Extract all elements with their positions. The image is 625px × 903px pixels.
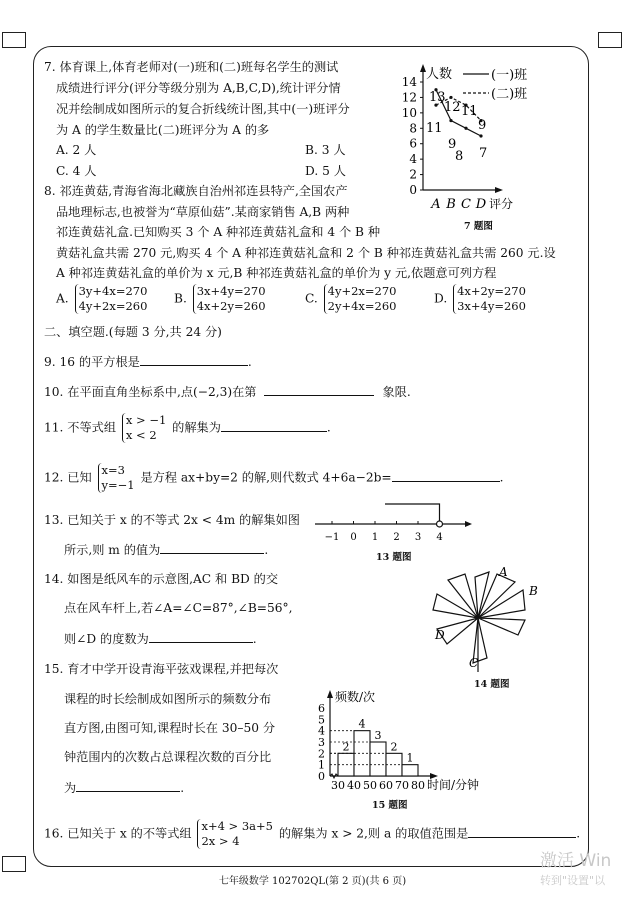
q12-text: 12. 已知: [44, 470, 92, 485]
q15-x-tick-label: 80: [411, 779, 425, 792]
q15-line-2: 课程的时长绘制成如图所示的频数分布: [64, 692, 272, 706]
q15-y-tick-label: 3: [318, 736, 325, 749]
q15-x-tick-label: 60: [379, 779, 393, 792]
q13-answer-blank[interactable]: [160, 540, 264, 554]
q7-x-tick-label: B: [446, 197, 456, 212]
q8-line-2: 品地理标志,也被誉为“草原仙菇”.某商家销售 A,B 两种: [56, 205, 350, 219]
q7-series-2-point: [449, 96, 452, 99]
q15-bar: [402, 765, 418, 776]
q8-option-c-eq2: 2y+4x=260: [327, 299, 397, 313]
q15-bar-data-label: 2: [390, 740, 398, 754]
q7-option-c: C. 4 人: [56, 164, 97, 178]
q8-line-4: 黄菇礼盒共需 270 元,购买 4 个 A 种祁连黄菇礼盒和 2 个 B 种祁连黄菇礼盒共需 260 元.设: [56, 246, 556, 260]
q10-suffix: 象限.: [382, 385, 411, 399]
q15-y-axis-arrow: [327, 690, 333, 698]
q7-y-tick-label: 10: [401, 105, 417, 120]
q7-legend-label-2: (二)班: [491, 87, 528, 102]
q15-x-tick-label: 40: [347, 779, 361, 792]
q15-period: .: [180, 781, 185, 795]
q13-tick-label: 3: [414, 532, 422, 543]
q13-text: 所示,则 m 的值为: [64, 543, 161, 557]
windmill-blade-top-left: [448, 574, 478, 618]
q13-tick-label: 0: [350, 532, 357, 543]
q10-answer-blank[interactable]: [264, 382, 374, 396]
q7-y-tick-label: 14: [401, 75, 417, 89]
q15-bar-data-label: 3: [374, 729, 382, 742]
q15-figure-caption: 15 题图: [372, 800, 408, 811]
q8-option-b-eq1: 3x+4y=270: [196, 284, 266, 298]
q16-text: 16. 已知关于 x 的不等式组: [44, 826, 192, 841]
q8-option-c: [305, 284, 398, 314]
q16-eq2: 2x > 4: [201, 834, 240, 848]
q14-windmill-figure: [425, 560, 555, 675]
q15-bar: [370, 742, 386, 776]
scan-corner-mark-left: [2, 32, 26, 48]
q15-y-tick-label: 1: [318, 758, 325, 772]
q15-x-axis-label: 时间/分钟: [427, 778, 480, 792]
q9-text: 9. 16 的平方根是: [44, 355, 140, 369]
q14-figure-caption: 14 题图: [474, 679, 510, 690]
q15-line-5: [64, 778, 184, 797]
q11-answer-blank[interactable]: [221, 418, 327, 432]
q16-eq1: x+4 > 3a+5: [201, 819, 273, 833]
q14-line-1: 14. 如图是纸风车的示意图,AC 和 BD 的交: [44, 572, 279, 586]
q7-series-1-point: [449, 119, 452, 122]
question-11: [44, 413, 331, 443]
q13-tick-label: −1: [324, 532, 340, 543]
q8-option-a-system: [75, 284, 148, 314]
q7-figure-caption: 7 题图: [464, 221, 493, 232]
q15-text: 为: [64, 781, 77, 795]
q7-x-axis-label: 评分: [489, 197, 514, 211]
windmill-blade-right: [478, 590, 525, 618]
q15-x-tick-label: 70: [395, 779, 409, 792]
q15-answer-blank[interactable]: [76, 778, 180, 792]
q11-eq1: x > −1: [125, 413, 167, 427]
q7-series-1-data-label: 8: [455, 149, 464, 164]
q12-suffix: 是方程 ax+by=2 的解,则代数式 4+6a−2b=: [140, 470, 392, 485]
q13-open-endpoint: [437, 521, 443, 527]
q8-option-d: [434, 284, 528, 314]
scan-corner-mark-right: [598, 32, 622, 48]
q13-figure-caption: 13 题图: [376, 552, 412, 563]
q7-x-tick-label: A: [431, 197, 441, 212]
windmill-blade-left: [433, 594, 478, 618]
q8-line-5: A 种祁连黄菇礼盒的单价为 x 元,B 种祁连黄菇礼盒的单价为 y 元,依题意可列方程: [56, 266, 497, 280]
q7-line-2: 成绩进行评分(评分等级分别为 A,B,C,D),统计评分情: [56, 81, 341, 95]
q7-series-2-data-label: 11: [461, 104, 478, 119]
q13-number-line: [310, 496, 475, 546]
q8-line-3: 祁连黄菇礼盒.已知购买 3 个 A 种祁连黄菇礼盒和 4 个 B 种: [56, 225, 381, 239]
q7-line-3: 况并绘制成如图所示的复合折线统计图,其中(一)班评分: [56, 102, 350, 116]
q11-text: 11. 不等式组: [44, 420, 117, 435]
q7-series-2-data-label: 12: [444, 100, 461, 115]
q13-tick-label: 2: [393, 532, 400, 543]
windmill-label-b: B: [529, 584, 538, 598]
q8-option-d-system: [453, 284, 526, 314]
q14-text: 则∠D 的度数为: [64, 632, 149, 646]
q7-series-2-data-label: 11: [426, 121, 443, 136]
scan-corner-mark-bottom-left: [2, 856, 26, 872]
q8-option-a: [56, 284, 149, 314]
activation-watermark-line-2: 转到"设置"以: [540, 874, 606, 887]
q8-option-c-label: C.: [305, 291, 318, 306]
q14-line-2: 点在风车杆上,若∠A=∠C=87°,∠B=56°,: [64, 601, 293, 615]
q13-tick-label: 4: [436, 532, 443, 543]
q15-bar-data-label: 2: [342, 740, 350, 754]
q7-x-tick-label: C: [461, 197, 471, 212]
q8-option-a-label: A.: [56, 291, 69, 306]
windmill-blade-lower-right: [478, 618, 525, 635]
q13-line-2: [64, 540, 268, 559]
windmill-label-a: A: [499, 565, 508, 579]
q15-bar-data-label: 1: [406, 751, 414, 765]
q7-line-chart: [393, 60, 583, 215]
q8-option-d-eq1: 4x+2y=270: [457, 284, 526, 298]
question-9: [44, 352, 252, 371]
q11-period: .: [326, 420, 331, 435]
q8-line-1: 8. 祁连黄菇,青海省海北藏族自治州祁连县特产,全国农产: [44, 184, 348, 198]
q13-period: .: [264, 543, 269, 557]
q8-option-c-system: [324, 284, 397, 314]
q7-option-b: B. 3 人: [305, 143, 346, 157]
q15-line-4: 钟范围内的次数占总课程次数的百分比: [64, 750, 272, 764]
q13-axis-arrow: [465, 521, 472, 527]
q8-option-d-eq2: 3x+4y=260: [457, 299, 526, 313]
section-2-heading: 二、填空题.(每题 3 分,共 24 分): [44, 325, 222, 339]
q15-line-3: 直方图,由图可知,课程时长在 30–50 分: [64, 721, 276, 735]
q7-series-1-point: [479, 134, 482, 137]
q11-system: [122, 413, 166, 443]
q13-solution-ray: [385, 504, 440, 521]
q16-system: [197, 819, 273, 849]
q8-option-a-eq1: 3y+4x=270: [78, 284, 148, 298]
q8-option-b-label: B.: [174, 291, 187, 306]
q8-option-a-eq2: 4y+2x=260: [78, 299, 148, 313]
q14-answer-blank[interactable]: [149, 629, 253, 643]
q7-x-tick-label: D: [475, 197, 487, 212]
q7-line-4: 为 A 的学生数量比(二)班评分为 A 的多: [56, 123, 270, 137]
question-16: [44, 819, 580, 849]
windmill-blade-top: [475, 572, 489, 618]
q7-x-axis-arrow: [495, 187, 503, 193]
q7-series-2-data-label: 9: [478, 118, 487, 133]
q8-option-d-label: D.: [434, 291, 448, 306]
q7-y-axis-label: 人数: [426, 67, 453, 82]
q11-suffix: 的解集为: [172, 420, 221, 435]
q7-series-1-data-label: 7: [479, 146, 488, 161]
q7-y-tick-label: 12: [401, 90, 417, 105]
q12-eq2: y=−1: [101, 478, 135, 492]
q7-y-tick-label: 4: [409, 152, 417, 167]
page-footer: 七年级数学 102702QL(第 2 页)(共 6 页): [218, 876, 407, 887]
q7-y-tick-label: 8: [409, 121, 417, 136]
activation-watermark-line-1: 激活 Win: [540, 851, 612, 871]
windmill-label-c: C: [469, 656, 479, 670]
q16-period: .: [576, 826, 581, 841]
q8-option-b: [174, 284, 268, 314]
q11-eq2: x < 2: [125, 428, 157, 442]
q7-y-tick-label: 2: [409, 167, 417, 182]
q15-y-axis-label: 频数/次: [335, 690, 376, 704]
q7-option-d: D. 5 人: [305, 164, 346, 178]
q16-suffix: 的解集为 x > 2,则 a 的取值范围是: [278, 826, 469, 841]
windmill-label-d: D: [435, 628, 445, 642]
q10-text: 10. 在平面直角坐标系中,点(−2,3)在第: [44, 385, 257, 399]
q15-y-tick-label: 5: [318, 713, 325, 727]
q7-series-1-data-label: 13: [429, 90, 446, 105]
q9-period: .: [247, 355, 252, 369]
q15-y-tick-label: 0: [318, 770, 325, 783]
q7-y-tick-label: 0: [409, 183, 417, 197]
q7-y-tick-label: 6: [409, 136, 417, 151]
q8-option-b-eq2: 4x+2y=260: [196, 299, 266, 313]
q16-answer-blank[interactable]: [468, 824, 576, 838]
question-12: [44, 463, 504, 493]
q8-option-b-system: [193, 284, 266, 314]
q15-line-1: 15. 育才中学开设青海平弦戏课程,并把每次: [44, 662, 279, 676]
question-10: [44, 382, 411, 401]
q13-line-1: 13. 已知关于 x 的不等式 2x < 4m 的解集如图: [44, 513, 300, 527]
q14-line-3: [64, 629, 257, 648]
q12-system: [98, 463, 135, 493]
q7-series-1-data-label: 9: [448, 137, 457, 152]
q8-option-c-eq1: 4y+2x=270: [327, 284, 397, 298]
q15-bar-data-label: 4: [358, 717, 366, 731]
q15-y-tick-label: 4: [318, 724, 325, 738]
q7-legend-label-1: (一)班: [491, 68, 528, 83]
q13-tick-label: 1: [371, 532, 379, 543]
q9-answer-blank[interactable]: [140, 352, 248, 366]
q7-option-a: A. 2 人: [56, 143, 97, 157]
q12-period: .: [499, 470, 504, 485]
q15-y-tick-label: 6: [318, 702, 325, 715]
q15-y-tick-label: 2: [318, 747, 325, 761]
q12-answer-blank[interactable]: [392, 468, 500, 482]
q7-series-1-point: [464, 127, 467, 130]
q15-x-tick-label: 50: [363, 779, 377, 792]
q12-eq1: x=3: [101, 463, 125, 477]
q15-histogram: [305, 688, 505, 798]
q14-period: .: [252, 632, 257, 646]
q15-x-tick-label: 30: [331, 779, 345, 792]
q7-line-1: 7. 体育课上,体育老师对(一)班和(二)班每名学生的测试: [44, 60, 339, 74]
